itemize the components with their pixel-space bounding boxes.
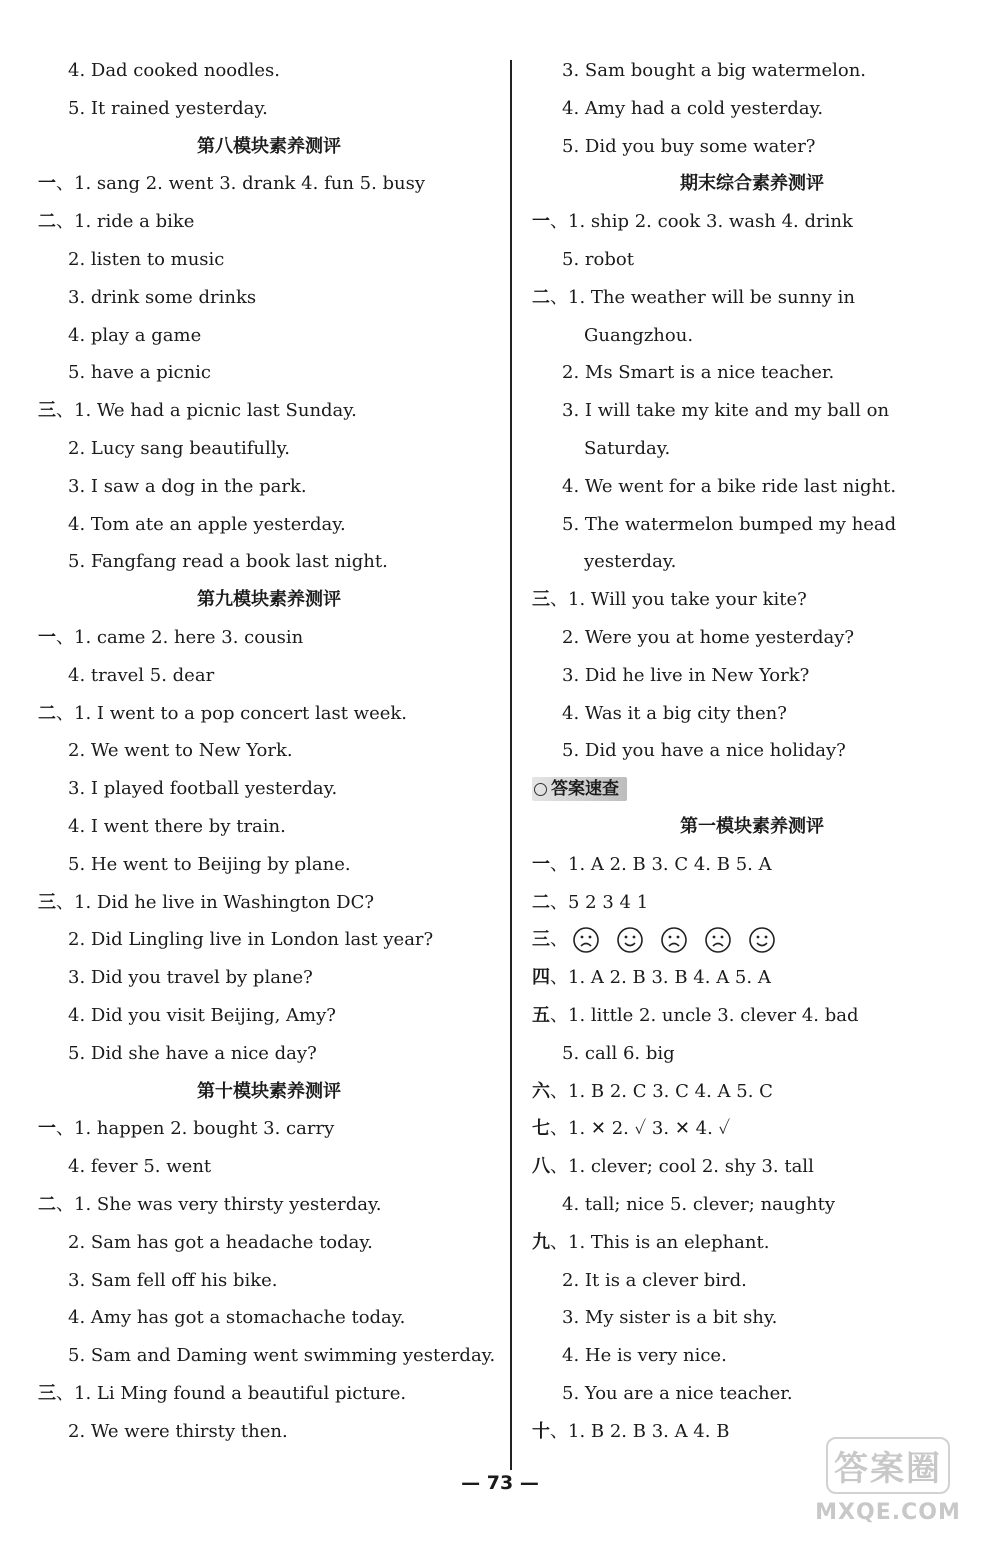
question-number: 二: [38, 211, 56, 233]
answer-text: 、: [550, 929, 568, 951]
answer-line: 5. call 6. big: [562, 1042, 675, 1064]
answer-line: 2. We went to New York.: [68, 740, 293, 762]
answer-line: 5. He went to Beijing by plane.: [68, 853, 351, 875]
answer-line: 5. robot: [562, 248, 634, 270]
numbered-answer-line: [532, 279, 972, 317]
answer-line: 5. Did she have a nice day?: [68, 1042, 317, 1064]
answer-line: Saturday.: [584, 437, 671, 459]
answer-line: 3. Did you travel by plane?: [68, 967, 313, 989]
numbered-answer-line: [38, 1375, 500, 1413]
right-column: [532, 52, 972, 1450]
numbered-answer-line: [532, 884, 972, 922]
numbered-answer-line: [532, 921, 972, 959]
answer-line: 4. tall; nice 5. clever; naughty: [562, 1193, 835, 1215]
question-number: 二: [532, 286, 550, 308]
numbered-answer-line: [38, 619, 500, 657]
question-number: 三: [38, 400, 56, 422]
answer-line: 2. It is a clever bird.: [562, 1269, 747, 1291]
sad-face-icon: [572, 926, 600, 954]
numbered-answer-line: [38, 1110, 500, 1148]
question-number: 一: [532, 853, 550, 875]
answer-line: 4. travel 5. dear: [68, 664, 215, 686]
numbered-answer-line: [38, 203, 500, 241]
question-number: 二: [38, 702, 56, 724]
answer-line: 2. Were you at home yesterday?: [562, 626, 855, 648]
answer-line: 5. It rained yesterday.: [68, 97, 268, 119]
answer-key-badge: [532, 777, 627, 801]
answer-text: 、1. Will you take your kite?: [550, 589, 807, 611]
question-number: 四: [532, 967, 550, 989]
answer-line: 4. Dad cooked noodles.: [68, 60, 281, 81]
circle-icon: [534, 783, 547, 796]
answer-key-label: 答案速查: [551, 779, 619, 800]
answer-text: 、1. I went to a pop concert last week.: [56, 702, 408, 724]
sad-face-icon: [660, 926, 688, 954]
answer-text: 、1. The weather will be sunny in: [550, 286, 856, 308]
question-number: 二: [38, 1193, 56, 1215]
answer-line: 3. I played football yesterday.: [68, 778, 338, 800]
answer-line: 3. drink some drinks: [68, 286, 257, 308]
answer-line: 2. Sam has got a headache today.: [68, 1231, 373, 1253]
answer-text: 、1. B 2. C 3. C 4. A 5. C: [550, 1080, 773, 1102]
section-heading: 第九模块素养测评: [197, 589, 341, 611]
answer-line: 5. Did you have a nice holiday?: [562, 740, 846, 762]
answer-text: 、1. ship 2. cook 3. wash 4. drink: [550, 211, 853, 233]
question-number: 一: [38, 1118, 56, 1140]
answer-key-badge-row: [532, 770, 972, 808]
answer-line: 2. We were thirsty then.: [68, 1420, 288, 1442]
smiley-face-icon: [616, 926, 644, 954]
answer-text: 、1. A 2. B 3. B 4. A 5. A: [550, 967, 771, 989]
watermark-logo: 答案圈: [826, 1437, 950, 1494]
answer-text: 、1. ✕ 2. ✓ 3. ✕ 4. ✓: [550, 1118, 731, 1140]
answer-text: 、1. clever; cool 2. shy 3. tall: [550, 1156, 814, 1178]
numbered-answer-line: [532, 997, 972, 1035]
answer-line: 4. Tom ate an apple yesterday.: [68, 513, 346, 535]
numbered-answer-line: [532, 203, 972, 241]
sad-face-icon: [704, 926, 732, 954]
question-number: 二: [532, 891, 550, 913]
numbered-answer-line: [532, 846, 972, 884]
answer-text: 、1. came 2. here 3. cousin: [56, 626, 304, 648]
answer-line: 4. We went for a bike ride last night.: [562, 475, 897, 497]
answer-line: 4. Amy has got a stomachache today.: [68, 1307, 406, 1329]
answer-line: 2. Ms Smart is a nice teacher.: [562, 362, 835, 384]
answer-text: 、1. Li Ming found a beautiful picture.: [56, 1382, 407, 1404]
section-heading: 第一模块素养测评: [680, 815, 824, 837]
answer-text: 、1. ride a bike: [56, 211, 195, 233]
face-answers: [572, 926, 776, 954]
question-number: 一: [38, 173, 56, 195]
question-number: 一: [38, 626, 56, 648]
answer-line: 3. I will take my kite and my ball on: [562, 400, 890, 422]
answer-line: 5. You are a nice teacher.: [562, 1382, 793, 1404]
answer-text: 、1. little 2. uncle 3. clever 4. bad: [550, 1004, 859, 1026]
watermark: [788, 1437, 988, 1537]
numbered-answer-line: [38, 695, 500, 733]
question-number: 八: [532, 1156, 550, 1178]
answer-line: 2. listen to music: [68, 248, 225, 270]
left-column: [38, 52, 500, 1450]
answer-text: 、1. A 2. B 3. C 4. B 5. A: [550, 853, 772, 875]
numbered-answer-line: [532, 1224, 972, 1262]
answer-text: 、1. We had a picnic last Sunday.: [56, 400, 357, 422]
watermark-url: MXQE.COM: [815, 1500, 961, 1525]
numbered-answer-line: [38, 392, 500, 430]
answer-line: 5. Did you buy some water?: [562, 135, 816, 157]
section-heading: 第八模块素养测评: [197, 135, 341, 157]
answer-text: 、1. B 2. B 3. A 4. B: [550, 1420, 730, 1442]
numbered-answer-line: [532, 1073, 972, 1111]
answer-line: 5. Fangfang read a book last night.: [68, 551, 388, 573]
question-number: 三: [38, 1382, 56, 1404]
question-number: 六: [532, 1080, 550, 1102]
answer-line: 4. fever 5. went: [68, 1156, 212, 1178]
numbered-answer-line: [532, 1148, 972, 1186]
answer-line: 3. Sam fell off his bike.: [68, 1269, 278, 1291]
question-number: 七: [532, 1118, 550, 1140]
answer-line: 3. Sam bought a big watermelon.: [562, 60, 867, 81]
answer-text: 、1. sang 2. went 3. drank 4. fun 5. busy: [56, 173, 426, 195]
answer-line: 3. Did he live in New York?: [562, 664, 810, 686]
answer-line: 4. I went there by train.: [68, 815, 286, 837]
answer-line: 5. have a picnic: [68, 362, 212, 384]
answer-line: 2. Lucy sang beautifully.: [68, 437, 290, 459]
question-number: 五: [532, 1004, 550, 1026]
page-number: — 73 —: [461, 1472, 539, 1494]
answer-line: 3. I saw a dog in the park.: [68, 475, 307, 497]
answer-text: 、5 2 3 4 1: [550, 891, 649, 913]
numbered-answer-line: [532, 959, 972, 997]
answer-line: 5. The watermelon bumped my head: [562, 513, 897, 535]
question-number: 三: [532, 929, 550, 951]
answer-line: 5. Sam and Daming went swimming yesterday.: [68, 1345, 496, 1367]
numbered-answer-line: [38, 1186, 500, 1224]
section-heading: 期末综合素养测评: [680, 173, 824, 195]
answer-line: 2. Did Lingling live in London last year?: [68, 929, 434, 951]
question-number: 九: [532, 1231, 550, 1253]
answer-line: 4. He is very nice.: [562, 1345, 727, 1367]
question-number: 十: [532, 1420, 550, 1442]
numbered-answer-line: [38, 884, 500, 922]
smiley-face-icon: [748, 926, 776, 954]
answer-text: 、1. She was very thirsty yesterday.: [56, 1193, 382, 1215]
column-divider: [510, 60, 512, 1470]
answer-line: 4. Did you visit Beijing, Amy?: [68, 1004, 336, 1026]
numbered-answer-line: [38, 165, 500, 203]
answer-line: Guangzhou.: [584, 324, 694, 346]
question-number: 三: [532, 589, 550, 611]
question-number: 三: [38, 891, 56, 913]
answer-line: 4. play a game: [68, 324, 202, 346]
answer-text: 、1. Did he live in Washington DC?: [56, 891, 375, 913]
answer-line: yesterday.: [584, 551, 677, 573]
answer-line: 3. My sister is a bit shy.: [562, 1307, 778, 1329]
question-number: 一: [532, 211, 550, 233]
numbered-answer-line: [532, 581, 972, 619]
answer-line: 4. Amy had a cold yesterday.: [562, 97, 824, 119]
answer-text: 、1. happen 2. bought 3. carry: [56, 1118, 335, 1140]
answer-text: 、1. This is an elephant.: [550, 1231, 770, 1253]
answer-line: 4. Was it a big city then?: [562, 702, 787, 724]
section-heading: 第十模块素养测评: [197, 1080, 341, 1102]
numbered-answer-line: [532, 1110, 972, 1148]
